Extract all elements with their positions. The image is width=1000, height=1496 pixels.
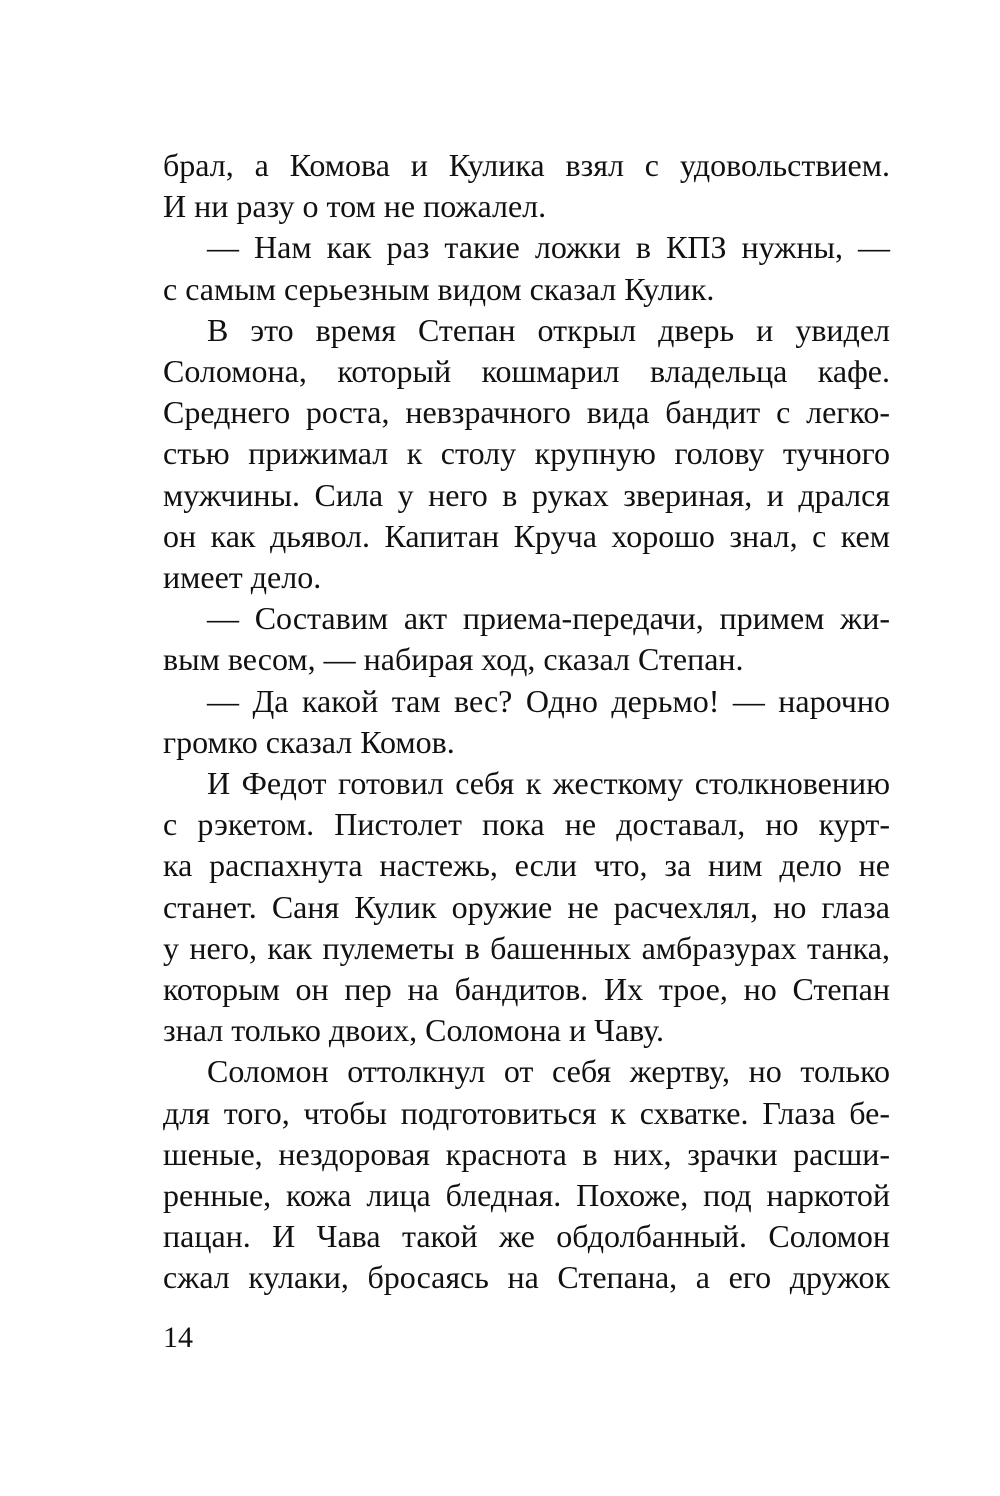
text-line: — Составим акт приема-передачи, примем жи- <box>207 600 890 637</box>
paragraph <box>163 145 890 227</box>
text-line: ренные, кожа лица бледная. Похоже, под наркотой <box>163 1177 890 1214</box>
text-line: И ни разу о том не пожалел. <box>163 188 547 225</box>
page-number: 14 <box>163 1321 193 1354</box>
text-line: Среднего роста, невзрачного вида бандит с легко- <box>163 394 890 431</box>
text-line: громко сказал Комов. <box>163 723 455 760</box>
paragraph <box>163 310 890 598</box>
paragraph <box>163 227 890 309</box>
text-line: пацан. И Чава такой же обдолбанный. Соломон <box>163 1218 890 1255</box>
paragraph <box>163 763 890 1051</box>
page-text <box>163 145 890 1299</box>
text-line: сжал кулаки, бросаясь на Степана, а его дружок <box>163 1259 890 1296</box>
text-line: шеные, нездоровая краснота в них, зрачки расши- <box>163 1135 890 1172</box>
text-line: стью прижимал к столу крупную голову тучного <box>163 435 890 472</box>
text-line: знал только двоих, Соломона и Чаву. <box>163 1012 664 1049</box>
paragraph <box>163 681 890 763</box>
text-line: имеет дело. <box>163 559 322 596</box>
text-line: с самым серьезным видом сказал Кулик. <box>163 270 715 307</box>
text-line: И Федот готовил себя к жесткому столкновению <box>207 765 890 802</box>
text-line: станет. Саня Кулик оружие не расчехлял, но глаза <box>163 888 890 925</box>
text-line: для того, чтобы подготовиться к схватке. Глаза бе- <box>163 1094 890 1131</box>
text-line: он как дьявол. Капитан Круча хорошо знал, с кем <box>163 517 890 554</box>
text-line: В это время Степан открыл дверь и увидел <box>207 311 890 348</box>
text-line: которым он пер на бандитов. Их трое, но Степан <box>163 971 890 1008</box>
text-line: мужчины. Сила у него в руках звериная, и дрался <box>163 476 890 513</box>
text-line: с рэкетом. Пистолет пока не доставал, но курт- <box>163 806 890 843</box>
text-line: Соломон оттолкнул от себя жертву, но только <box>207 1053 890 1090</box>
text-line: — Да какой там вес? Одно дерьмо! — нарочно <box>207 682 890 719</box>
paragraph <box>163 1051 890 1298</box>
text-line: ка распахнута настежь, если что, за ним дело не <box>163 847 890 884</box>
paragraph <box>163 598 890 680</box>
text-line: — Нам как раз такие ложки в КПЗ нужны, — <box>207 229 890 266</box>
text-line: брал, а Комова и Кулика взял с удовольствием. <box>163 147 890 183</box>
text-line: у него, как пулеметы в башенных амбразурах танка, <box>163 929 890 966</box>
text-line: Соломона, который кошмарил владельца кафе. <box>163 353 890 390</box>
text-line: вым весом, — набирая ход, сказал Степан. <box>163 641 744 678</box>
